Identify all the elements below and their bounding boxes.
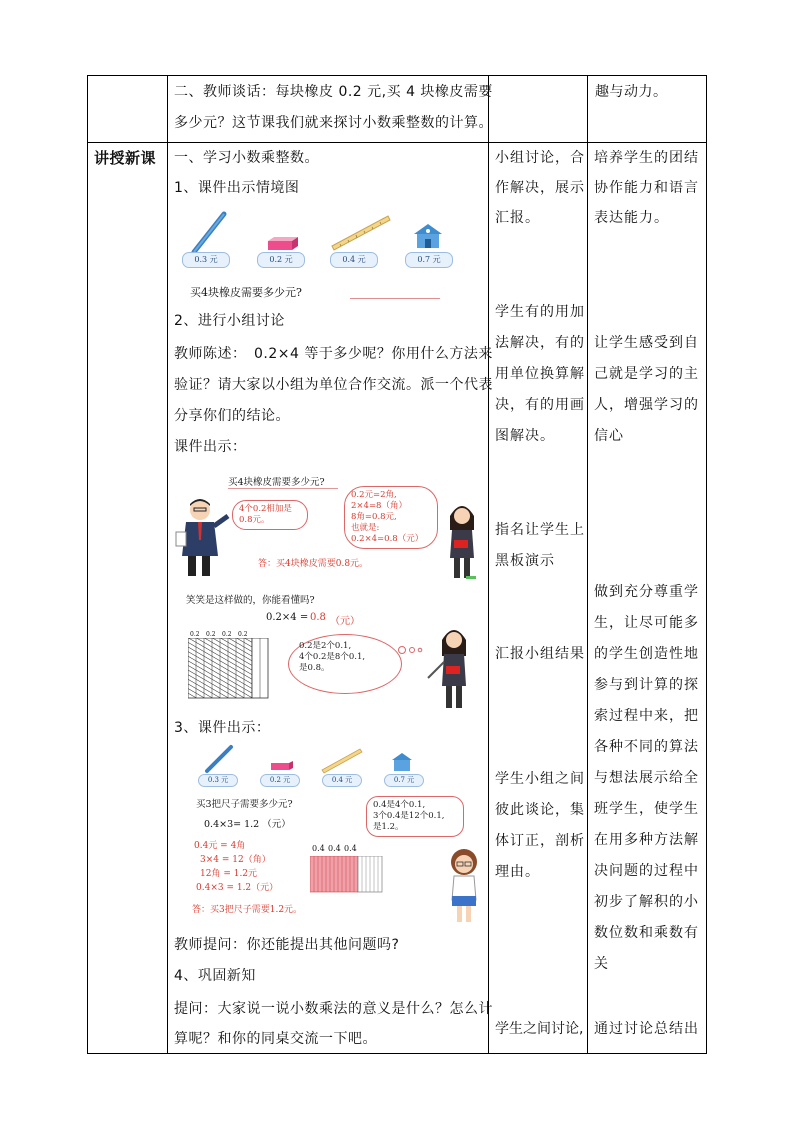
student-activity-d1: 汇报小组结果 <box>495 646 585 662</box>
right-speech-bubble <box>344 486 438 549</box>
left-bubble-line2: 0.8元。 <box>239 515 270 525</box>
figure3-step2: 3×4 = 12（角） <box>200 855 271 865</box>
figure2-question-underline <box>228 488 338 489</box>
design-intent-c13: 关 <box>594 956 609 972</box>
cloud-line1: 0.2是2个0.1, <box>299 641 352 651</box>
step-2-heading: 2、进行小组讨论 <box>174 313 285 329</box>
design-intent-c5: 索过程中来，把 <box>594 708 699 724</box>
design-intent-b4: 信心 <box>594 428 624 444</box>
design-intent-c10: 决问题的过程中 <box>594 863 699 879</box>
male-teacher-illustration <box>174 496 230 578</box>
bar-label-3: 0.4 <box>344 844 357 853</box>
row1-intro-line1: 二、教师谈话：每块橡皮 0.2 元,买 4 块橡皮需要 <box>174 84 493 100</box>
design-intent-b2: 己就是学习的主 <box>594 366 699 382</box>
student-activity-a2: 作解决，展示 <box>495 180 585 196</box>
student-activity-e2: 彼此谈论，集 <box>495 802 585 818</box>
figure3-step1: 0.4元 = 4角 <box>194 841 246 851</box>
figure-ruler-calc <box>190 790 484 925</box>
student-activity-f1: 学生之间讨论, <box>495 1021 584 1037</box>
table-top-border <box>87 75 706 76</box>
price-pencil: 0.3 元 <box>182 252 230 268</box>
step-heading-1: 一、学习小数乘整数。 <box>174 150 319 166</box>
figure3-bubble-line1: 0.4是4个0.1, <box>373 800 426 810</box>
left-speech-bubble <box>232 500 308 530</box>
design-intent-c12: 数位数和乘数有 <box>594 925 699 941</box>
green-marker <box>466 576 476 579</box>
pencil-icon <box>204 744 234 774</box>
ruler-icon <box>330 212 392 252</box>
student-activity-a1: 小组讨论，合 <box>495 150 585 166</box>
thought-cloud <box>288 634 402 694</box>
grid-label-2: 0.2 <box>206 631 216 638</box>
step-1-sub: 1、课件出示情境图 <box>174 180 300 196</box>
student-activity-e1: 学生小组之间 <box>495 771 585 787</box>
price-ruler: 0.4 元 <box>330 252 378 268</box>
design-intent-b3: 人，增强学习的 <box>594 397 699 413</box>
design-intent-a1: 培养学生的团结 <box>594 150 699 166</box>
pencil-icon <box>188 210 228 256</box>
step-4-heading: 4、巩固新知 <box>174 968 256 984</box>
table-col-divider-3 <box>587 75 588 1054</box>
design-intent-c3: 的学生创造性地 <box>594 646 699 662</box>
grid-label-1: 0.2 <box>190 631 200 638</box>
price-eraser: 0.2 元 <box>257 252 305 268</box>
student-activity-b1: 学生有的用加 <box>495 304 585 320</box>
bar-label-2: 0.4 <box>328 844 341 853</box>
figure3-answer: 答：买3把尺子需要1.2元。 <box>192 905 303 915</box>
student-activity-b2: 法解决，有的 <box>495 335 585 351</box>
figure1-underline <box>350 298 440 299</box>
student-activity-c2: 黑板演示 <box>495 553 555 569</box>
grid-label-3: 0.2 <box>222 631 232 638</box>
right-bubble-line4: 也就是: <box>351 523 380 533</box>
design-intent-c11: 初步了解积的小 <box>594 894 699 910</box>
figure3-bubble-line2: 3个0.4是12个0.1, <box>373 811 445 821</box>
row1-purpose: 趣与动力。 <box>595 84 668 100</box>
student-activity-c1: 指名让学生上 <box>495 522 585 538</box>
consolidation-line1: 提问：大家说一说小数乘法的意义是什么？怎么计 <box>174 1001 493 1017</box>
price-sharpener: 0.7 元 <box>405 252 453 268</box>
step-3-heading: 3、课件出示： <box>174 720 271 736</box>
design-intent-c1: 做到充分尊重学 <box>594 584 699 600</box>
student-activity-b4: 决，有的用画 <box>495 397 585 413</box>
right-bubble-line5: 0.2×4=0.8（元） <box>351 534 424 544</box>
student-activity-e3: 体订正，剖析 <box>495 833 585 849</box>
girl-student-illustration <box>446 846 482 924</box>
design-intent-c4: 参与到计算的探 <box>594 677 699 693</box>
teacher-statement-2: 验证？请大家以小组为单位合作交流。派一个代表 <box>174 377 493 393</box>
right-bubble-line2: 2×4=8（角） <box>351 501 407 511</box>
student-activity-a3: 汇报。 <box>495 210 540 226</box>
teacher-statement-3: 分享你们的结论。 <box>174 408 290 424</box>
teacher-statement-1: 教师陈述： 0.2×4 等于多少呢？你用什么方法来 <box>174 346 493 362</box>
eraser-icon <box>270 760 294 772</box>
right-bubble-line1: 0.2元=2角, <box>351 490 397 500</box>
figure3-speech-bubble <box>366 796 464 837</box>
design-intent-a2: 协作能力和语言 <box>594 180 699 196</box>
shaded-bar-diagram <box>310 856 384 894</box>
design-intent-c6: 各种不同的算法 <box>594 739 699 755</box>
left-bubble-line1: 4个0.2相加是 <box>239 504 292 514</box>
figure2-equation-lhs: 0.2×4 = <box>266 612 309 623</box>
table-right-border <box>706 75 707 1054</box>
figure2-equation-unit: （元） <box>330 616 360 627</box>
section-label-new-lesson: 讲授新课 <box>94 149 157 167</box>
price-pencil: 0.3 元 <box>198 774 238 787</box>
price-ruler: 0.4 元 <box>322 774 362 787</box>
student-activity-e4: 理由。 <box>495 864 540 880</box>
courseware-label: 课件出示： <box>174 439 247 455</box>
row1-intro-line2: 多少元？这节课我们就来探讨小数乘整数的计算。 <box>174 115 493 131</box>
thought-dots <box>398 644 428 656</box>
eraser-icon <box>266 236 300 252</box>
design-intent-c9: 在用多种方法解 <box>594 832 699 848</box>
female-teacher-illustration <box>444 500 480 580</box>
design-intent-c7: 与想法展示给全 <box>594 770 699 786</box>
price-sharpener: 0.7 元 <box>384 774 424 787</box>
pointing-teacher-illustration <box>426 624 478 710</box>
design-intent-c8: 班学生，使学生 <box>594 801 699 817</box>
pencil-sharpener-icon <box>390 752 414 772</box>
cloud-line3: 是0.8。 <box>299 663 330 673</box>
figure1-question: 买4块橡皮需要多少元? <box>190 286 302 299</box>
table-col-divider-2 <box>488 75 489 1054</box>
figure2-equation-value: 0.8 <box>310 612 326 623</box>
figure2-answer: 答：买4块橡皮需要0.8元。 <box>258 559 369 569</box>
table-left-border <box>87 75 88 1054</box>
cloud-line2: 4个0.2是8个0.1, <box>299 652 366 662</box>
design-intent-b1: 让学生感受到自 <box>594 335 699 351</box>
figure3-step4: 0.4×3 = 1.2（元） <box>196 883 279 893</box>
design-intent-a3: 表达能力。 <box>594 210 669 226</box>
ruler-icon <box>320 746 364 774</box>
figure3-step3: 12角 = 1.2元 <box>200 869 258 879</box>
consolidation-line2: 算呢？和你的同桌交流一下吧。 <box>174 1031 377 1047</box>
figure2-caption: 笑笑是这样做的，你能看懂吗? <box>186 595 315 606</box>
grid-label-4: 0.2 <box>238 631 248 638</box>
student-activity-b5: 图解决。 <box>495 428 555 444</box>
right-bubble-line3: 8角=0.8元, <box>351 512 397 522</box>
figure3-equation: 0.4×3= 1.2 （元） <box>204 819 291 830</box>
figure-discussion <box>172 468 484 713</box>
hatched-grid-diagram <box>188 638 270 700</box>
design-intent-c2: 生，让尽可能多 <box>594 615 699 631</box>
figure3-question: 买3把尺子需要多少元? <box>196 799 293 810</box>
teacher-question: 教师提问：你还能提出其他问题吗? <box>174 937 400 953</box>
pencil-sharpener-icon <box>412 222 444 250</box>
student-activity-b3: 用单位换算解 <box>495 366 585 382</box>
design-intent-d1: 通过讨论总结出 <box>594 1021 699 1037</box>
bar-label-1: 0.4 <box>312 844 325 853</box>
price-eraser: 0.2 元 <box>260 774 300 787</box>
figure2-question: 买4块橡皮需要多少元? <box>228 477 325 488</box>
figure-items-2 <box>194 744 424 788</box>
figure-items-1 <box>180 208 470 270</box>
table-col-divider-1 <box>167 75 168 1054</box>
figure3-bubble-line3: 是1.2。 <box>373 822 404 832</box>
